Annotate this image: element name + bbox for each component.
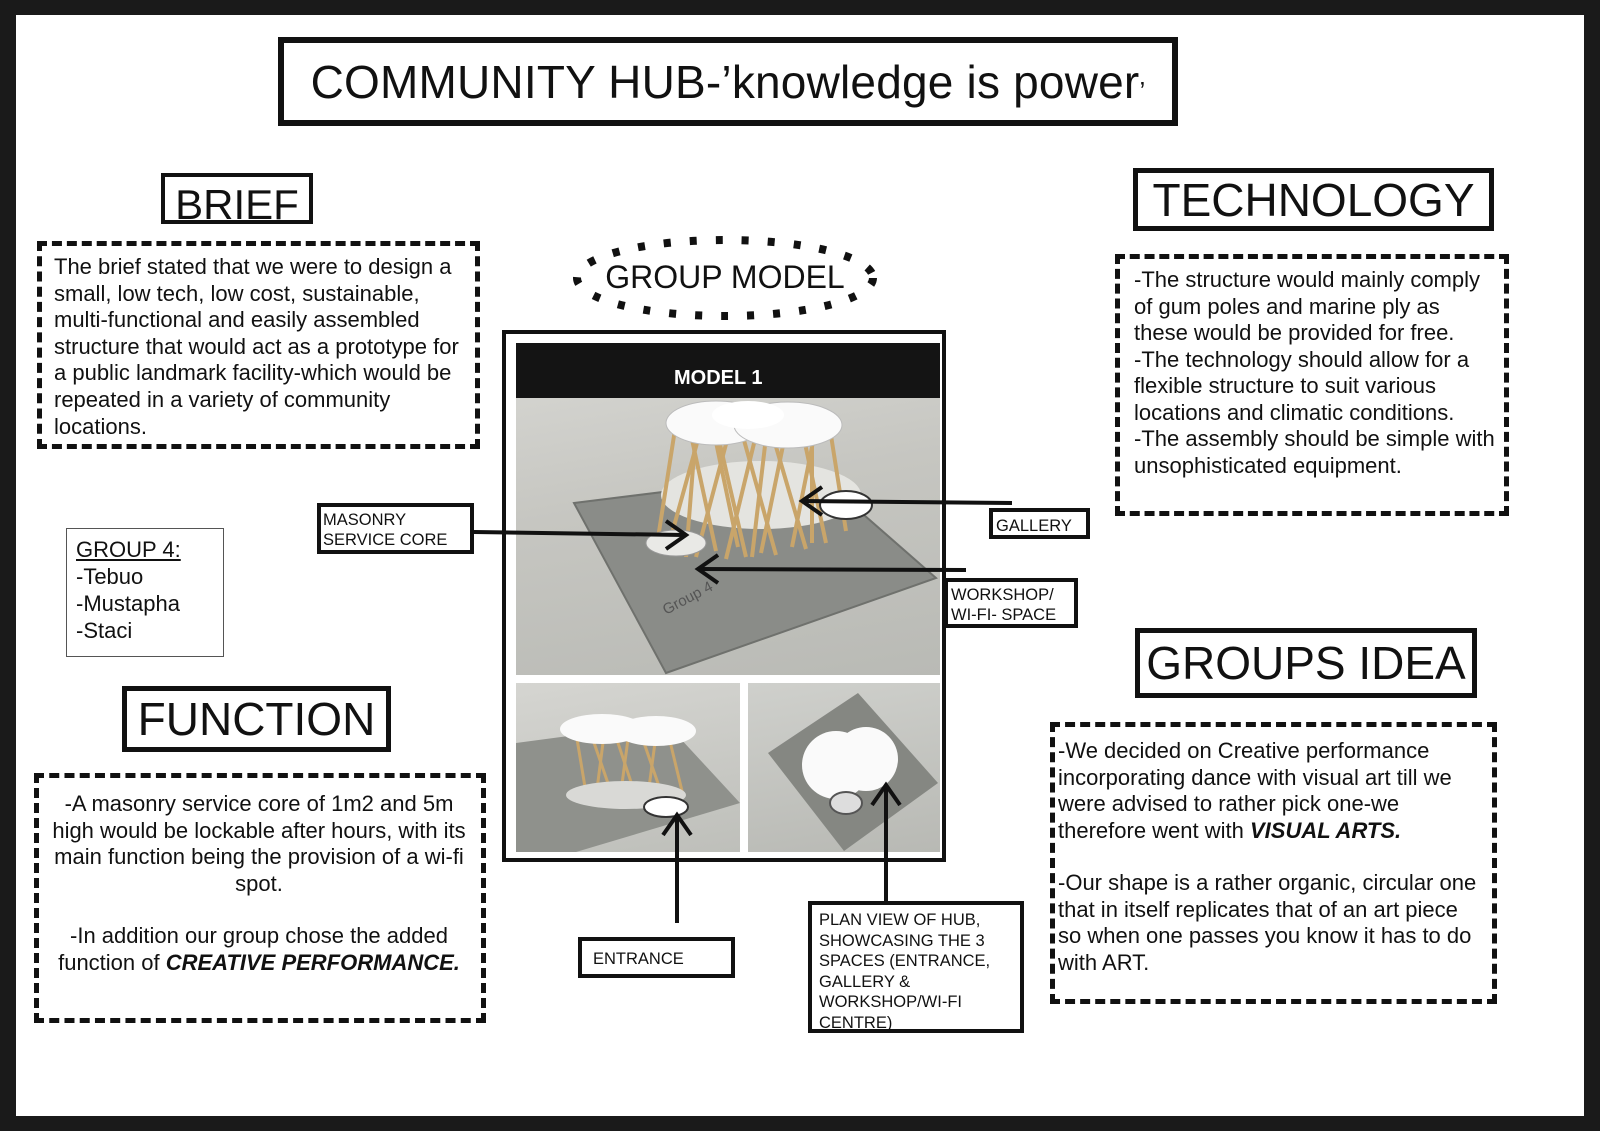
brief-text: The brief stated that we were to design a small, low tech, low cost, sustainable, multi-functional and easily assembled structure that would act as a prototype for a public landmark facility-which would be repeated in a variety of community locations. — [54, 254, 459, 439]
model-side-photo — [516, 683, 740, 852]
model-main-photo — [516, 343, 940, 675]
function-paragraph: -A masonry service core of 1m2 and 5m high would be lockable after hours, with its main function being the provision of a wi-fi spot. — [52, 791, 466, 896]
technology-heading: TECHNOLOGY — [1152, 173, 1475, 226]
technology-item: -The technology should allow for a flexible structure to suit various locations and climatic conditions. — [1134, 346, 1470, 425]
technology-box — [1115, 254, 1509, 516]
groups-idea-paragraph: -We decided on Creative performance incorporating dance with visual art till we were advised to rather pick one-we therefore went with VISUAL ARTS. — [1058, 738, 1452, 843]
plan-view-illustration — [748, 683, 940, 852]
groups-idea-emphasis: VISUAL ARTS. — [1249, 817, 1402, 843]
technology-heading-box — [1133, 168, 1494, 231]
model-illustration — [516, 343, 940, 675]
group-box — [66, 528, 224, 657]
plan-label: PLAN VIEW OF HUB, SHOWCASING THE 3 SPACES (ENTRANCE, GALLERY & WORKSHOP/WI-FI CENTRE) — [808, 901, 1024, 1033]
gallery-label: GALLERY — [989, 508, 1090, 539]
groups-idea-heading: GROUPS IDEA — [1146, 637, 1466, 689]
group-model-heading: GROUP MODEL — [605, 258, 845, 295]
poster-sheet — [16, 15, 1584, 1116]
function-box — [34, 773, 486, 1023]
model-photo-frame — [502, 330, 946, 862]
group-heading: GROUP 4: — [76, 537, 181, 562]
function-emphasis: CREATIVE PERFORMANCE. — [165, 949, 460, 975]
page-title: COMMUNITY HUB-’knowledge is power’ — [310, 55, 1146, 108]
groups-idea-heading-box — [1135, 628, 1477, 698]
brief-box — [37, 241, 480, 449]
brief-heading: BRIEF — [175, 180, 299, 228]
group-member: -Tebuo — [76, 564, 144, 589]
function-heading-box — [122, 686, 391, 752]
groups-idea-box — [1050, 722, 1497, 1004]
workshop-label: WORKSHOP/ WI-FI- SPACE — [944, 578, 1078, 628]
model-plan-photo — [748, 683, 940, 852]
entrance-label: ENTRANCE — [578, 937, 735, 978]
side-view-illustration — [516, 683, 740, 852]
title-box — [278, 37, 1178, 126]
group-member: -Staci — [76, 618, 133, 643]
technology-item: -The assembly should be simple with unsophisticated equipment. — [1134, 426, 1495, 478]
technology-item: -The structure would mainly comply of gum poles and marine ply as these would be provided for free. — [1134, 267, 1481, 345]
svg-text:Group 4: Group 4 — [659, 578, 716, 619]
group-member: -Mustapha — [76, 591, 180, 616]
brief-heading-box — [161, 173, 313, 228]
photo-caption: MODEL 1 — [674, 367, 763, 389]
groups-idea-paragraph: -Our shape is a rather organic, circular one that in itself replicates that of an art piece so when one passes you know it has to do with ART. — [1058, 870, 1477, 975]
function-paragraph: -In addition our group chose the added function of CREATIVE PERFORMANCE. — [58, 923, 460, 975]
masonry-label: MASONRY SERVICE CORE — [317, 503, 474, 554]
function-heading: FUNCTION — [137, 693, 376, 745]
